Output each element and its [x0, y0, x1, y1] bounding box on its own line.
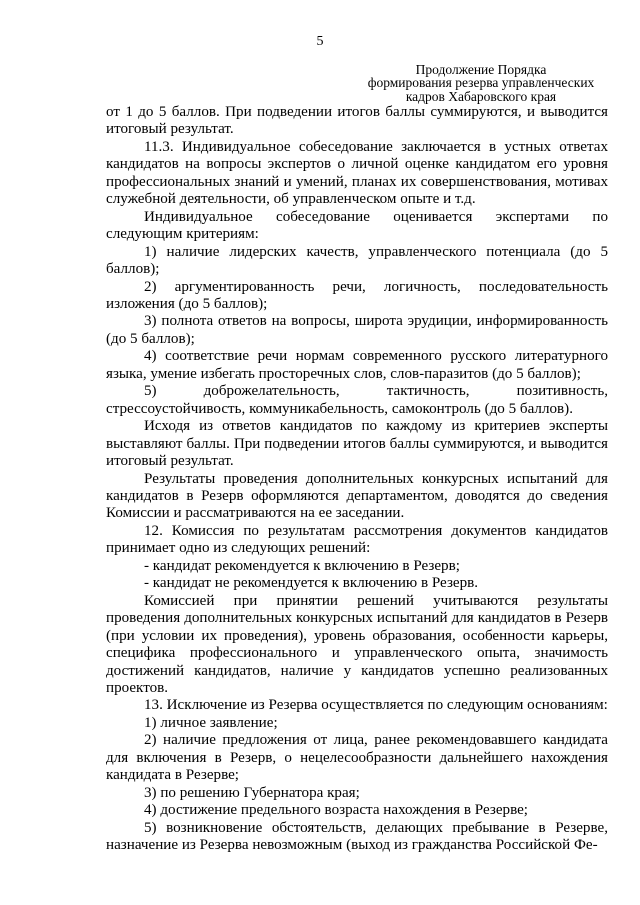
paragraph: 2) аргументированность речи, логичность, последовательность изложения (до 5 баллов); [106, 278, 608, 312]
paragraph: Индивидуальное собеседование оценивается экспертами по следующим критериям: [106, 208, 608, 243]
paragraph: - кандидат не рекомендуется к включению в Резерв. [144, 575, 479, 592]
page-number: 5 [316, 34, 324, 49]
header-line: формирования резерва управленческих [367, 75, 595, 91]
paragraph: 12. Комиссия по результатам рассмотрения документов кандидатов принимает одно из следующих решений: [106, 522, 608, 557]
document-body [106, 104, 608, 854]
paragraph: от 1 до 5 баллов. При подведении итогов баллы суммируются, и выводится итоговый результат. [106, 104, 608, 138]
paragraph: 13. Исключение из Резерва осуществляется по следующим основаниям: [144, 697, 608, 714]
paragraph: 5) возникновение обстоятельств, делающих пребывание в Резерве, назначение из Резерва невозможным (выход из гражданства Российской Фе- [106, 819, 608, 854]
paragraph: 4) соответствие речи нормам современного русского литературного языка, умение избегать просторечных слов, слов-паразитов (до 5 баллов); [106, 348, 608, 382]
paragraph: 4) достижение предельного возраста нахождения в Резерве; [144, 802, 529, 819]
paragraph: - кандидат рекомендуется к включению в Резерв; [144, 557, 460, 574]
paragraph: 3) полнота ответов на вопросы, широта эрудиции, информированность (до 5 баллов); [106, 313, 608, 347]
paragraph: 3) по решению Губернатора края; [144, 784, 360, 801]
paragraph: 1) личное заявление; [144, 714, 278, 731]
paragraph: Комиссией при принятии решений учитываются результаты проведения дополнительных конкурсных испытаний для кандидатов в Резерв (при условии их проведения), уровень образования, особенности карьеры, специфика профессионального и управленческого опыта, значимость достижений кандидатов, наличие у кандидатов успешно реализованных проектов. [106, 592, 608, 696]
paragraph: 11.3. Индивидуальное собеседование заключается в устных ответах кандидатов на вопросы экспертов о личной оценке кандидатом его уровня профессиональных знаний и умений, планах их совершенствования, мотивах служебной деятельности, об управленческом опыте и т.д. [106, 138, 608, 208]
header-line: Продолжение Порядка [415, 62, 547, 77]
paragraph: 5) доброжелательность, тактичность, позитивность, стрессоустойчивость, коммуникабельность, самоконтроль (до 5 баллов). [106, 383, 608, 417]
paragraph: 1) наличие лидерских качеств, управленческого потенциала (до 5 баллов); [106, 243, 608, 278]
paragraph: 2) наличие предложения от лица, ранее рекомендовавшего кандидата для включения в Резерв, о нецелесообразности дальнейшего нахождения кандидата в Резерве; [106, 732, 608, 784]
paragraph: Исходя из ответов кандидатов по каждому из критериев эксперты выставляют баллы. При подведении итогов баллы суммируются, и выводится итоговый результат. [106, 418, 608, 470]
paragraph: Результаты проведения дополнительных конкурсных испытаний для кандидатов в Резерв оформляются департаментом, доводятся до сведения Комиссии и рассматриваются на ее заседании. [106, 470, 608, 522]
header-line: кадров Хабаровского края [405, 88, 557, 104]
document-header [360, 63, 602, 103]
